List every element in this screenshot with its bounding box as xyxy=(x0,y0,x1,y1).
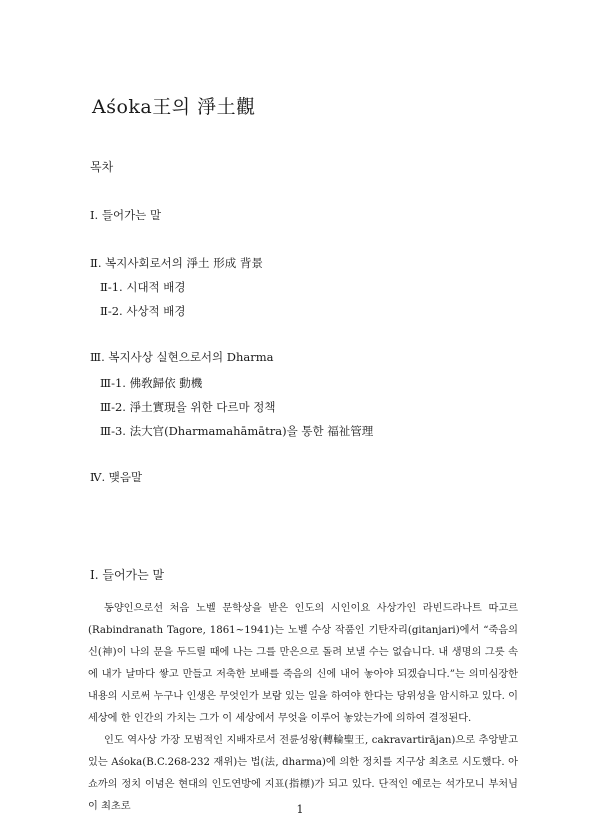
toc-subentry: Ⅱ-1. 시대적 배경 xyxy=(100,280,186,294)
body-text xyxy=(88,598,518,818)
toc-entry: Ⅰ. 들어가는 말 xyxy=(90,208,162,222)
toc-heading: 목차 xyxy=(90,160,114,174)
page-number: 1 xyxy=(296,803,304,816)
toc-entry: Ⅳ. 맺음말 xyxy=(90,470,143,484)
toc-subentry: Ⅱ-2. 사상적 배경 xyxy=(100,304,186,318)
toc-subentry: Ⅲ-3. 法大官(Dharmamahāmātra)을 통한 福祉管理 xyxy=(100,424,374,438)
paragraph: 동양인으로선 처음 노벨 문학상을 받은 인도의 시인이요 사상가인 라빈드라나트 따고르(Rabindranath Tagore, 1861~1941)는 노벨 수상 작품인 기탄자리(gitanjari)에서 “죽음의 신(神)이 나의 문을 두드릴 때에 나는 그를 만은으로 돌려 보낼 수는 없습니다. 내 생명의 그릇 속에 내가 날마다 쌓고 만들고 저축한 보배를 죽음의 신에 내어 놓아야 되겠습니다.”는 의미심장한 내용의 시로써 누구나 인생은 무엇인가 보람 있는 일을 하여야 한다는 당위성을 암시하고 있다. 이 세상에 한 인간의 가치는 그가 이 세상에서 무엇을 이루어 놓았는가에 의하여 결정된다. xyxy=(88,603,518,724)
toc-subentry: Ⅲ-1. 佛敎歸依 動機 xyxy=(100,376,203,390)
toc-entry: Ⅲ. 복지사상 실현으로서의 Dharma xyxy=(90,350,274,364)
section-heading: Ⅰ. 들어가는 말 xyxy=(90,568,165,582)
toc-subentry: Ⅲ-2. 淨土實現을 위한 다르마 정책 xyxy=(100,400,276,414)
toc-entry: Ⅱ. 복지사회로서의 淨土 形成 背景 xyxy=(90,256,263,270)
paragraph: 인도 역사상 가장 모범적인 지배자로서 전륜성왕(轉輪聖王, cakravartirājan)으로 추앙받고 있는 Aśoka(B.C.268-232 재위)는 법(法, dharma)에 의한 정치를 지구상 최초로 시도했다. 아쇼까의 정치 이념은 현대의 인도연방에 지표(指標)가 되고 있다. 단적인 예로는 석가모니 부처님이 최초로 xyxy=(88,735,518,812)
paper-title: Aśoka王의 淨土觀 xyxy=(92,96,256,118)
